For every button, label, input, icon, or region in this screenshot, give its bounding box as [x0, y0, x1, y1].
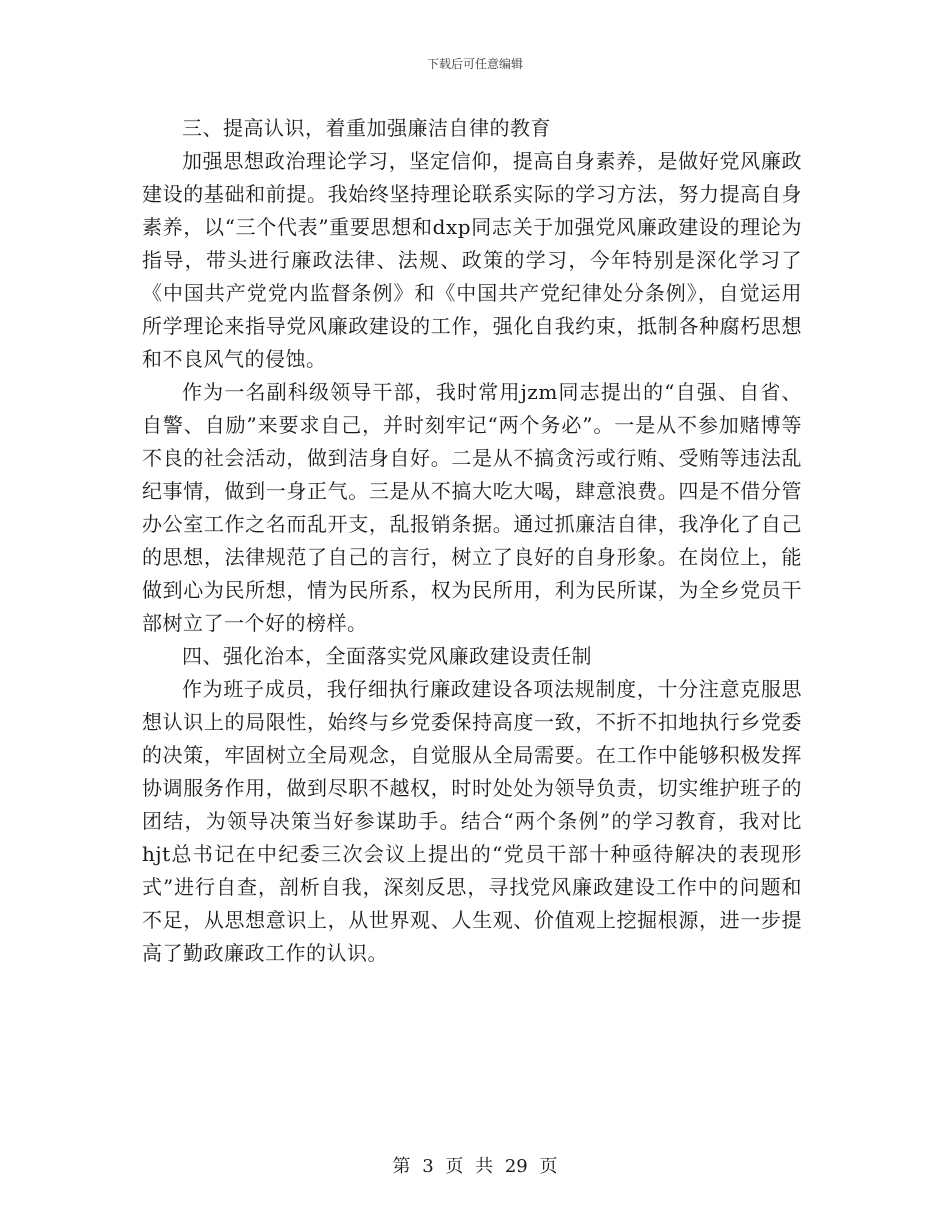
document-body [142, 112, 802, 970]
paragraph: 加强思想政治理论学习，坚定信仰，提高自身素养，是做好党风廉政建设的基础和前提。我始终坚持理论联系实际的学习方法，努力提高自身素养，以“三个代表”重要思想和dxp同志关于加强党风廉政建设的理论为指导，带头进行廉政法律、法规、政策的学习，今年特别是深化学习了《中国共产党党内监督条例》和《中国共产党纪律处分条例》，自觉运用所学理论来指导党风廉政建设的工作，强化自我约束，抵制各种腐朽思想和不良风气的侵蚀。 [142, 149, 802, 371]
paragraph: 作为班子成员，我仔细执行廉政建设各项法规制度，十分注意克服思想认识上的局限性，始终与乡党委保持高度一致，不折不扣地执行乡党委的决策，牢固树立全局观念，自觉服从全局需要。在工作中能够积极发挥协调服务作用，做到尽职不越权，时时处处为领导负责，切实维护班子的团结，为领导决策当好参谋助手。结合“两个条例”的学习教育，我对比hjt总书记在中纪委三次会议上提出的“党员干部十种亟待解决的表现形式”进行自查，剖析自我，深刻反思，寻找党风廉政建设工作中的问题和不足，从思想意识上，从世界观、人生观、价值观上挖掘根源，进一步提高了勤政廉政工作的认识。 [142, 677, 802, 965]
header-note: 下载后可任意编辑 [426, 57, 523, 71]
page-number-footer: 第 3 页 共 29 页 [392, 1156, 558, 1177]
section-heading-3: 三、提高认识，着重加强廉洁自律的教育 [182, 116, 551, 140]
section-heading-4: 四、强化治本，全面落实党风廉政建设责任制 [182, 644, 592, 668]
paragraph: 作为一名副科级领导干部，我时常用jzm同志提出的“自强、自省、自警、自励”来要求自己，并时刻牢记“两个务必”。一是从不参加赌博等不良的社会活动，做到洁身自好。二是从不搞贪污或行贿、受贿等违法乱纪事情，做到一身正气。三是从不搞大吃大喝，肆意浪费。四是不借分管办公室工作之名而乱开支，乱报销条据。通过抓廉洁自律，我净化了自己的思想，法律规范了自己的言行，树立了良好的自身形象。在岗位上，能做到心为民所想，情为民所系，权为民所用，利为民所谋，为全乡党员干部树立了一个好的榜样。 [142, 380, 802, 635]
